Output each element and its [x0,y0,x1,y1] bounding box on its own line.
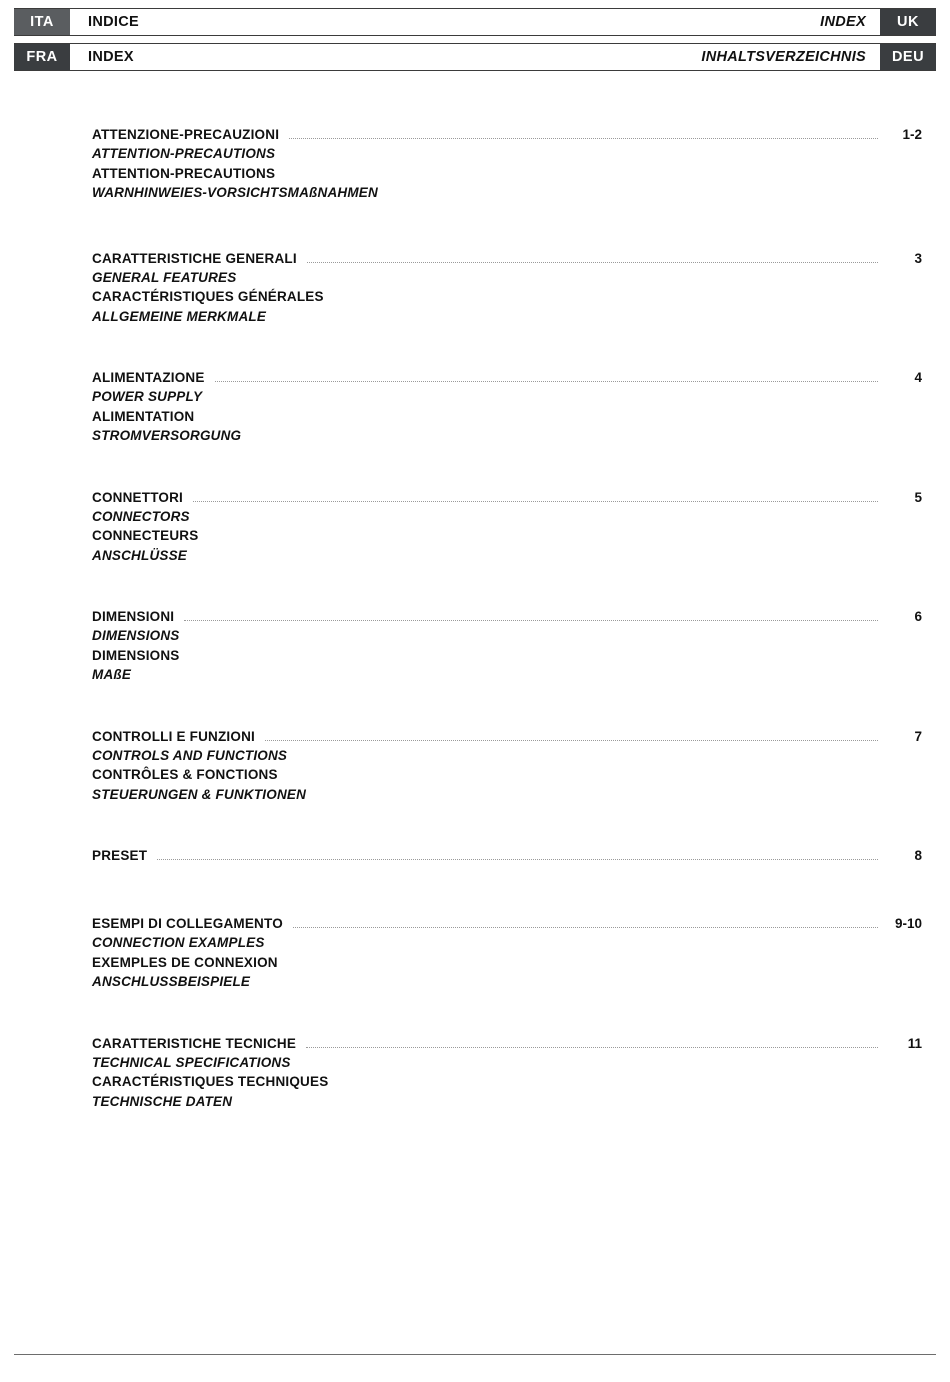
index-entry-title-de: ANSCHLUSSBEISPIELE [92,974,251,989]
index-entry-page: 7 [914,728,922,744]
leader-dots [193,500,878,502]
index-entry-title-fr: CONTRÔLES & FONCTIONS [92,767,278,782]
index-entry-title-en: CONTROLS AND FUNCTIONS [92,747,288,763]
index-entry-translations [92,1053,922,1112]
index-entry-title-de: TECHNISCHE DATEN [92,1093,233,1109]
index-entry-list [0,127,950,1111]
index-entry-page: 3 [914,250,922,266]
index-entry-title-it: ESEMPI DI COLLEGAMENTO [92,916,283,931]
index-entry-title-de: ALLGEMEINE MERKMALE [92,308,267,324]
index-entry-main-line [92,848,922,864]
leader-dots [307,261,878,263]
index-entry [0,609,950,685]
index-entry-translations [92,746,922,805]
index-entry-title-it: CARATTERISTICHE GENERALI [92,250,297,266]
index-entry-title-it: ATTENZIONE-PRECAUZIONI [92,127,280,142]
leader-dots [306,1046,878,1048]
header-title-italian: INDICE [88,14,139,30]
index-entry-title-de: STEUERUNGEN & FUNKTIONEN [92,786,307,802]
index-entry-main-line [92,729,922,745]
index-entry-title-it: CONTROLLI E FUNZIONI [92,728,255,744]
index-entry-title-de: MAßE [92,667,132,682]
index-entry [0,916,950,992]
index-entry-page: 1-2 [902,127,922,142]
language-tag-deu: DEU [880,44,936,70]
index-entry-main-line [92,609,922,625]
index-entry-title-en: ATTENTION-PRECAUTIONS [92,146,276,161]
header-titles-row2 [70,44,880,70]
index-entry-page: 5 [914,489,922,505]
index-entry-title-fr: ALIMENTATION [92,408,195,424]
leader-dots [215,380,878,382]
index-page [0,8,950,1382]
index-entry-title-it: DIMENSIONI [92,609,175,624]
index-entry [0,127,950,203]
index-entry-page: 4 [914,370,922,385]
index-entry-title-en: POWER SUPPLY [92,389,203,404]
index-entry-title-it: CARATTERISTICHE TECNICHE [92,1035,297,1051]
index-entry-title-it: PRESET [92,848,148,863]
index-entry-title-fr: ATTENTION-PRECAUTIONS [92,165,276,181]
leader-dots [184,619,878,621]
index-entry-title-de: STROMVERSORGUNG [92,428,242,443]
leader-dots [289,137,878,139]
index-entry-translations [92,268,922,327]
index-entry-page: 11 [907,1035,922,1051]
index-entry-title-en: DIMENSIONS [92,628,180,643]
index-entry-main-line [92,127,922,143]
index-entry [0,251,950,327]
index-entry-page: 8 [914,848,922,863]
header-title-german: INHALTSVERZEICHNIS [701,49,866,65]
footer-divider [14,1354,936,1355]
index-entry-title-it: CONNETTORI [92,489,184,505]
header-bar-fra-deu [14,43,936,71]
index-entry-title-en: CONNECTION EXAMPLES [92,935,265,950]
index-entry-title-fr: CARACTÉRISTIQUES GÉNÉRALES [92,289,324,304]
header-title-french: INDEX [88,49,134,65]
language-tag-uk: UK [880,9,936,35]
index-entry-title-en: CONNECTORS [92,508,190,524]
index-entry-translations [92,933,922,992]
index-entry-title-fr: EXEMPLES DE CONNEXION [92,954,278,970]
language-tag-ita: ITA [14,9,70,35]
index-entry [0,370,950,446]
index-entry-title-en: GENERAL FEATURES [92,269,237,285]
index-entry-translations [92,626,922,685]
index-entry-title-fr: CONNECTEURS [92,528,199,543]
index-entry-translations [92,387,922,446]
index-entry-page: 9-10 [894,916,922,931]
leader-dots [293,926,878,928]
language-tag-fra: FRA [14,44,70,70]
index-entry-translations [92,144,922,203]
leader-dots [265,739,878,741]
index-entry-title-fr: CARACTÉRISTIQUES TECHNIQUES [92,1074,329,1089]
index-entry [0,729,950,805]
header-title-english: INDEX [820,14,866,30]
index-entry [0,1036,950,1112]
index-entry-main-line [92,370,922,386]
leader-dots [157,858,878,860]
index-entry-translations [92,507,922,566]
index-entry-title-fr: DIMENSIONS [92,647,180,663]
index-entry-page: 6 [914,609,922,624]
index-entry-main-line [92,916,922,932]
index-entry-title-it: ALIMENTAZIONE [92,370,205,385]
index-entry-main-line [92,251,922,267]
header-titles-row1 [70,9,880,35]
index-entry-main-line [92,1036,922,1052]
index-entry-title-en: TECHNICAL SPECIFICATIONS [92,1054,291,1070]
index-entry-main-line [92,490,922,506]
index-entry-title-de: WARNHINWEIES-VORSICHTSMAßNAHMEN [92,185,378,200]
index-entry [0,848,950,864]
index-entry-title-de: ANSCHLÜSSE [92,547,188,563]
index-entry [0,490,950,566]
header-bar-ita-uk [14,8,936,36]
